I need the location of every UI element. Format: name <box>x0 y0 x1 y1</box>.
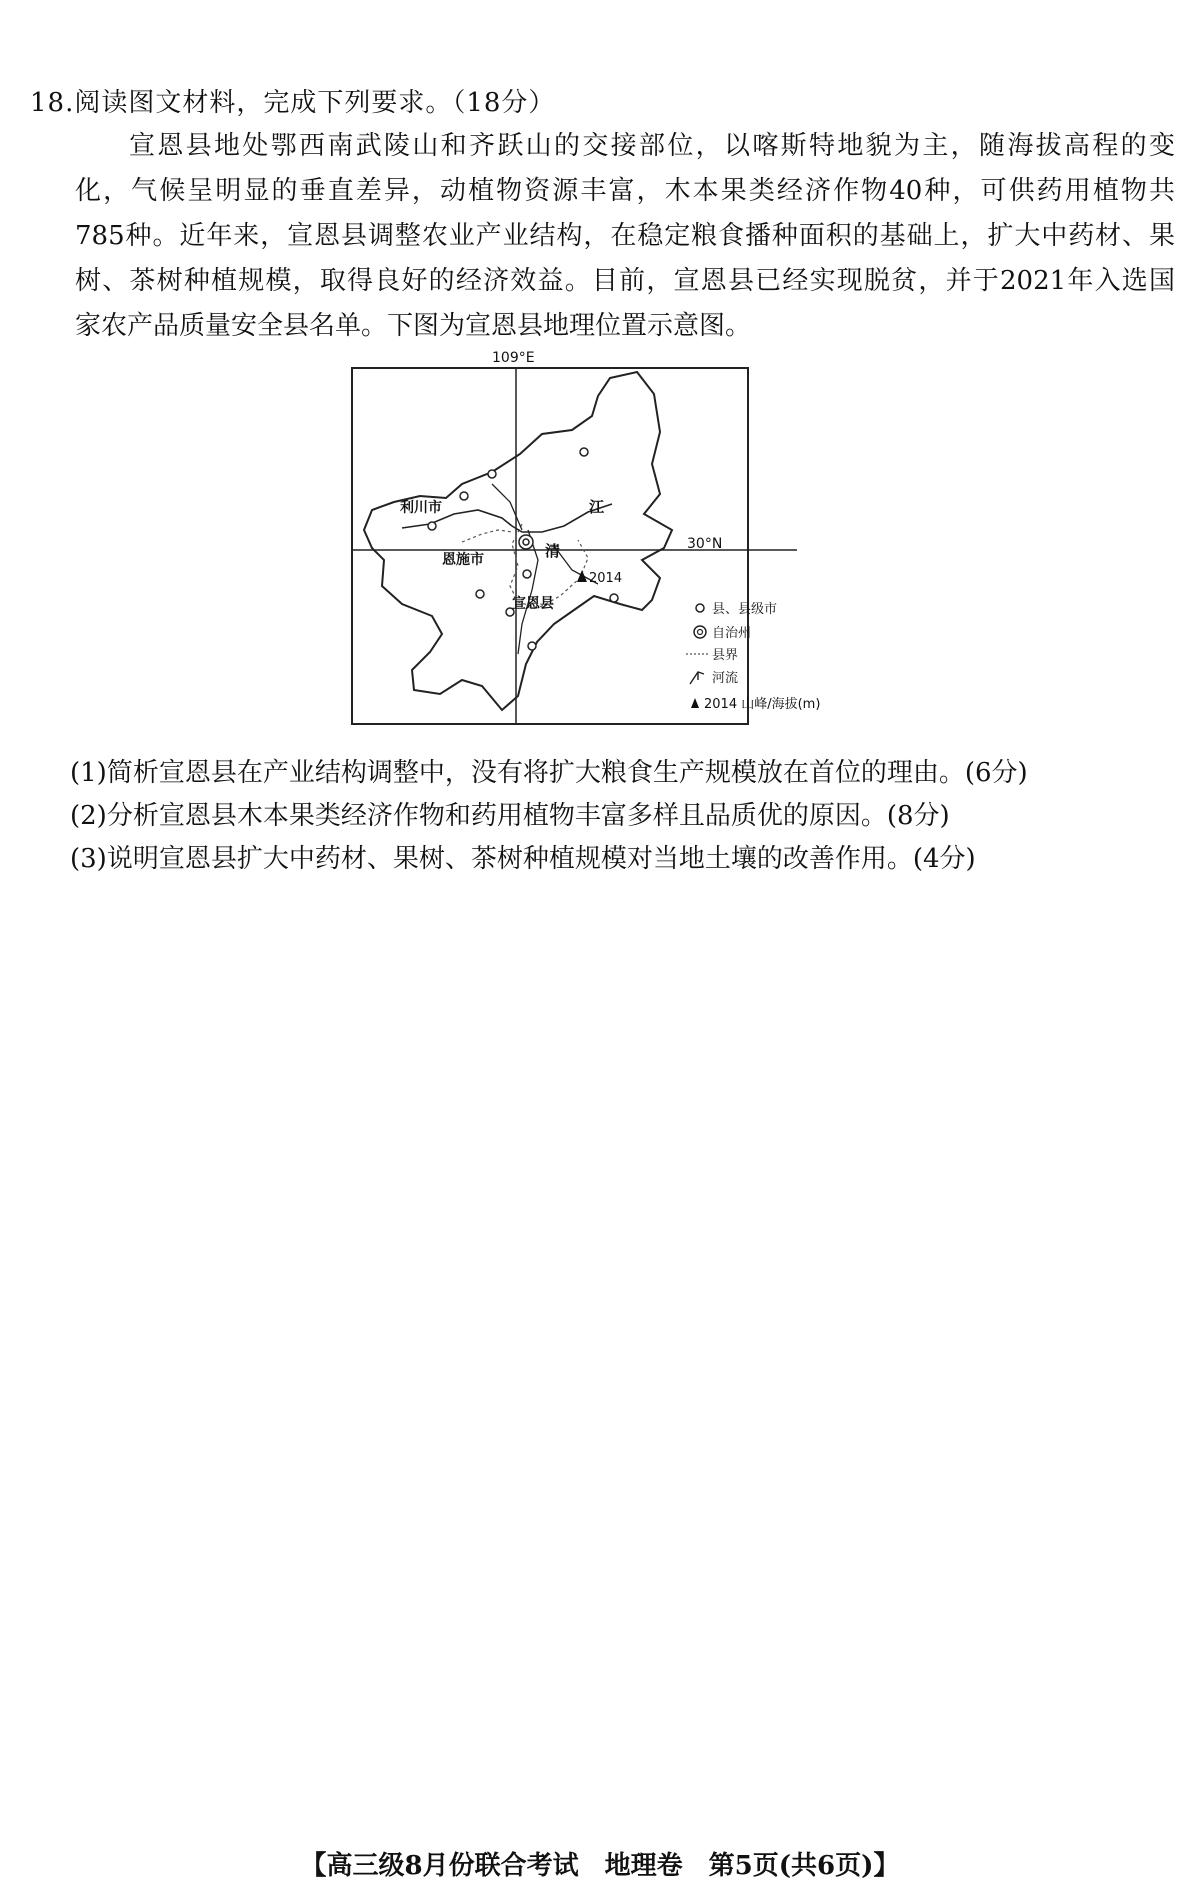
county-marker <box>488 470 496 478</box>
paragraph-line: 家农产品质量安全县名单。下图为宣恩县地理位置示意图。 <box>75 311 752 341</box>
legend-river-icon <box>690 672 704 684</box>
material-paragraph <box>75 124 1175 349</box>
paragraph-line: 785种。近年来，宣恩县调整农业产业结构，在稳定粮食播种面积的基础上，扩大中药材、果 <box>75 221 1175 251</box>
peak-icon <box>577 570 587 582</box>
prefecture-outline <box>364 372 672 710</box>
enshi-marker-inner <box>523 539 529 545</box>
paragraph-line: 化，气候呈明显的垂直差异，动植物资源丰富，木本果类经济作物40种，可供药用植物共 <box>75 176 1175 206</box>
county-marker <box>528 642 536 650</box>
peak-label: 2014 <box>589 571 623 586</box>
legend-river: 河流 <box>712 671 739 686</box>
location-map <box>342 334 902 734</box>
county-marker <box>610 594 618 602</box>
paragraph-line: 宣恩县地处鄂西南武陵山和齐跃山的交接部位，以喀斯特地貌为主，随海拔高程的变 <box>129 131 1175 161</box>
legend-boundary: 县界 <box>712 648 739 663</box>
river-tributary <box>492 484 522 530</box>
sub-question-1: (1)简析宣恩县在产业结构调整中，没有将扩大粮食生产规模放在首位的理由。(6分) <box>70 758 1028 788</box>
enshi-label: 恩施市 <box>442 552 484 568</box>
county-boundary <box>462 530 512 542</box>
question-title: 18.阅读图文材料，完成下列要求。（18分） <box>30 88 556 118</box>
jiang-label: 江 <box>589 498 605 516</box>
map-legend <box>686 602 820 712</box>
legend-peak: 2014 山峰/海拔(m) <box>704 697 821 712</box>
longitude-label: 109°E <box>492 350 535 366</box>
county-marker <box>428 522 436 530</box>
qing-label: 清 <box>545 542 561 560</box>
legend-county-icon <box>696 604 704 612</box>
county-marker <box>580 448 588 456</box>
county-marker <box>476 590 484 598</box>
xuanen-marker <box>523 570 531 578</box>
sub-question-3: (3)说明宣恩县扩大中药材、果树、茶树种植规模对当地土壤的改善作用。(4分) <box>70 844 976 874</box>
paragraph-line: 树、茶树种植规模，取得良好的经济效益。目前，宣恩县已经实现脱贫，并于2021年入选国 <box>75 266 1175 296</box>
latitude-label: 30°N <box>687 536 723 552</box>
county-marker <box>460 492 468 500</box>
lichuan-label: 利川市 <box>400 500 442 516</box>
legend-prefecture: 自治州 <box>712 626 752 641</box>
legend-county: 县、县级市 <box>712 602 778 617</box>
page-footer: 【高三级8月份联合考试 地理卷 第5页(共6页)】 <box>300 1851 900 1881</box>
legend-peak-icon <box>691 698 699 708</box>
sub-question-2: (2)分析宣恩县木本果类经济作物和药用植物丰富多样且品质优的原因。(8分) <box>70 801 950 831</box>
xuanen-label: 宣恩县 <box>512 596 554 612</box>
